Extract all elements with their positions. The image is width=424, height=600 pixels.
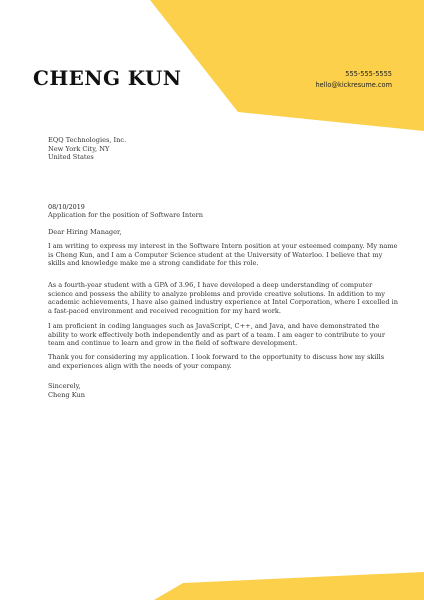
phone-number: 555-555-5555 <box>345 70 392 78</box>
letter-date: 08/10/2019 <box>48 203 85 211</box>
applicant-name: CHENG KUN <box>33 66 182 90</box>
letter-closing: Sincerely, <box>48 382 81 390</box>
bottom-yellow-band <box>154 572 424 600</box>
signature-name: Cheng Kun <box>48 391 86 399</box>
recipient-company: EQQ Technologies, Inc. <box>48 136 127 144</box>
recipient-city: New York City, NY <box>48 144 110 153</box>
paragraph-thanks: Thank you for considering my application. I look forward to the opportunity to discuss how my skills and experiences align with the needs of your company. <box>48 353 385 370</box>
top-yellow-band <box>150 0 424 131</box>
paragraph-skills: I am proficient in coding languages such as JavaScript, C++, and Java, and have demonstrated the ability to work effectively both independently and as part of a team. I am eager to contribute to your team and continue to learn and grow in the field of software development. <box>48 322 386 347</box>
contact-block <box>315 69 392 91</box>
recipient-country: United States <box>48 153 94 161</box>
letter-subject: Application for the position of Software Intern <box>48 211 204 219</box>
paragraph-experience: As a fourth-year student with a GPA of 3.96, I have developed a deep understanding of computer science and possess the ability to analyze problems and provide creative solutions. In addition to my academic achievements, I have also gained industry experience at Intel Corporation, where I excelled in a fast-paced environment and received recognition for my hard work. <box>48 281 398 315</box>
email-address: hello@kickresume.com <box>315 81 392 89</box>
recipient-address <box>48 136 126 162</box>
paragraph-intro: I am writing to express my interest in the Software Intern position at your esteemed company. My name is Cheng Kun, and I am a Computer Science student at the University of Waterloo. I believe that my skills and knowledge make me a strong candidate for this role. <box>48 242 398 267</box>
letter-greeting: Dear Hiring Manager, <box>48 228 122 236</box>
